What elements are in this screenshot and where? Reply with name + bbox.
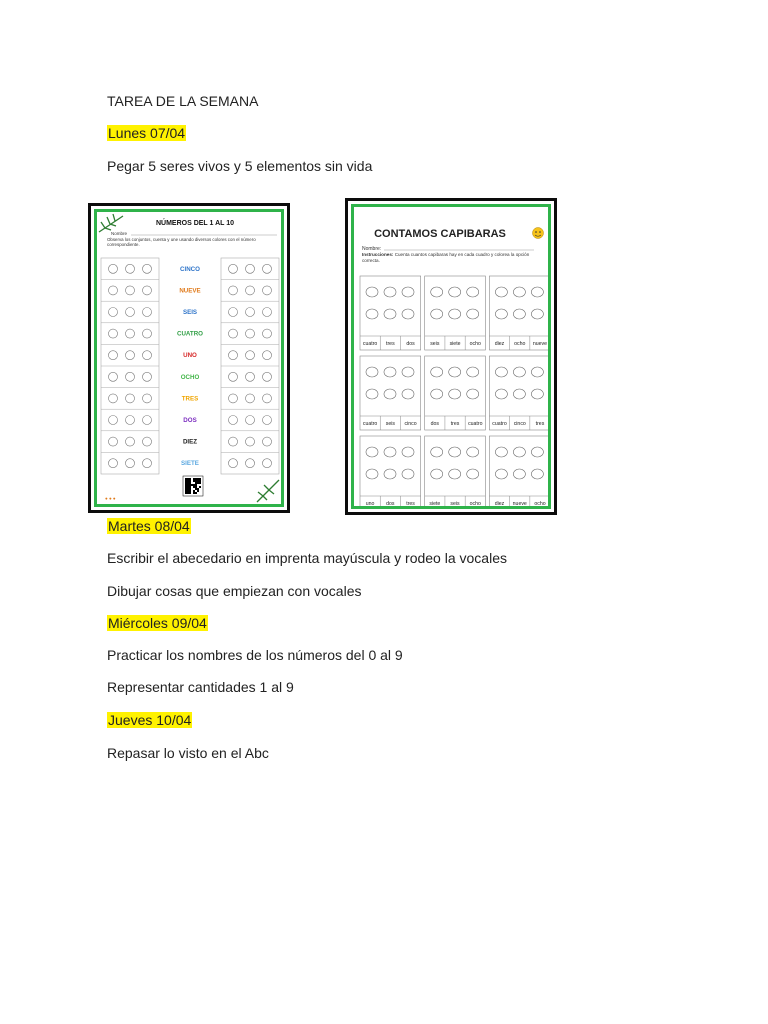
worksheet-capibaras-image (345, 198, 557, 515)
answer-option: cinco (513, 421, 526, 427)
object-sketch (109, 459, 118, 468)
object-sketch (263, 372, 272, 381)
task-item: Practicar los nombres de los números del 0 al 9 (107, 647, 403, 663)
day-label: Lunes 07/04 (108, 125, 186, 141)
object-sketch (143, 459, 152, 468)
object-sketch (126, 308, 135, 317)
answer-option: nueve (532, 341, 548, 347)
object-sketch (109, 329, 118, 338)
object-sketch (229, 459, 238, 468)
object-sketch (109, 264, 118, 273)
answer-option: siete (429, 501, 441, 506)
answer-option: tres (450, 421, 460, 427)
day-label: Miércoles 09/04 (108, 615, 207, 631)
object-sketch (126, 264, 135, 273)
answer-option: ocho (534, 501, 546, 506)
object-sketch (263, 264, 272, 273)
leaf-decoration (99, 214, 123, 232)
object-sketch (126, 372, 135, 381)
object-sketch (246, 416, 255, 425)
object-sketch (246, 459, 255, 468)
task-item: Pegar 5 seres vivos y 5 elementos sin vida (107, 158, 373, 174)
object-sketch (143, 437, 152, 446)
object-sketch (263, 308, 272, 317)
number-word: NUEVE (179, 287, 201, 295)
object-sketch (126, 459, 135, 468)
smile-icon (533, 228, 544, 239)
object-sketch (109, 416, 118, 425)
object-sketch (143, 308, 152, 317)
count-box (360, 436, 421, 506)
object-sketch (229, 329, 238, 338)
object-sketch (263, 416, 272, 425)
object-sketch (246, 372, 255, 381)
task-item: Representar cantidades 1 al 9 (107, 679, 294, 695)
object-sketch (263, 329, 272, 338)
object-sketch (229, 437, 238, 446)
object-sketch (143, 394, 152, 403)
object-sketch (126, 416, 135, 425)
object-sketch (229, 286, 238, 295)
answer-option: dos (386, 501, 395, 506)
count-box (425, 436, 486, 506)
day-heading-lunes (107, 124, 186, 142)
answer-option: seis (385, 421, 395, 427)
object-sketch (246, 351, 255, 360)
answer-option: ocho (514, 341, 526, 347)
worksheet-title: NÚMEROS DEL 1 AL 10 (155, 220, 235, 227)
answer-option: cuatro (468, 421, 483, 427)
object-sketch (246, 394, 255, 403)
object-sketch (143, 329, 152, 338)
task-item: Repasar lo visto en el Abc (107, 745, 269, 761)
object-sketch (126, 437, 135, 446)
instructions-body: Cuenta cuantos capibaras hay en cada cuadro y colorea la opción correcta. (362, 252, 530, 263)
worksheet-capibaras-drawing (354, 207, 548, 506)
object-sketch (143, 351, 152, 360)
object-sketch (229, 394, 238, 403)
object-sketch (143, 372, 152, 381)
answer-option: dos (430, 421, 440, 427)
task-item: Escribir el abecedario en imprenta mayúscula y rodeo la vocales (107, 550, 507, 566)
instructions-text (362, 252, 544, 264)
number-word: DIEZ (182, 438, 198, 446)
object-sketch (246, 437, 255, 446)
name-label: Nombre (111, 231, 128, 236)
worksheet-title: CONTAMOS CAPIBARAS (374, 228, 506, 240)
object-sketch (109, 372, 118, 381)
object-sketch (109, 351, 118, 360)
count-box (489, 436, 548, 506)
instructions-label: Instrucciones: (362, 252, 394, 257)
object-sketch (109, 286, 118, 295)
answer-option: ocho (469, 341, 481, 347)
object-sketch (229, 416, 238, 425)
answer-option: cuatro (362, 421, 378, 427)
name-label: Nombre: (362, 246, 382, 252)
object-sketch (126, 329, 135, 338)
day-label: Jueves 10/04 (108, 712, 192, 728)
object-sketch (229, 351, 238, 360)
answer-option: tres (386, 341, 395, 347)
object-sketch (246, 264, 255, 273)
object-sketch (126, 286, 135, 295)
object-sketch (109, 437, 118, 446)
leaf-decoration (257, 480, 279, 502)
answer-option: ocho (469, 501, 481, 506)
answer-option: uno (365, 501, 375, 506)
object-sketch (126, 351, 135, 360)
object-sketch (143, 416, 152, 425)
answer-option: nueve (512, 501, 527, 506)
answer-option: diez (494, 501, 505, 506)
object-sketch (246, 329, 255, 338)
number-word: CUATRO (176, 330, 204, 338)
answer-option: seis (430, 341, 440, 347)
answer-option: siete (449, 341, 461, 347)
answer-option: tres (535, 421, 545, 427)
worksheet-numeros-drawing (97, 212, 281, 504)
object-sketch (229, 308, 238, 317)
object-sketch (246, 286, 255, 295)
object-sketch (109, 394, 118, 403)
brand-logo: ● ● ● (105, 496, 116, 501)
day-heading-jueves (107, 711, 192, 729)
object-sketch (263, 351, 272, 360)
answer-option: seis (450, 501, 460, 506)
task-item: Dibujar cosas que empiezan con vocales (107, 583, 362, 599)
object-sketch (263, 286, 272, 295)
number-word: SEIS (182, 309, 198, 316)
object-sketch (246, 308, 255, 317)
number-word: OCHO (180, 373, 200, 381)
object-sketch (143, 264, 152, 273)
answer-option: tres (406, 501, 415, 506)
instructions-text: Observa los conjuntos, cuenta y une usando diversos colores con el número correspondiente. (107, 237, 256, 248)
number-word: TRES (181, 395, 199, 403)
worksheet-numeros-image (88, 203, 290, 513)
object-sketch (126, 394, 135, 403)
page-title: TAREA DE LA SEMANA (107, 93, 259, 109)
qr-code (183, 476, 203, 496)
object-sketch (263, 459, 272, 468)
object-sketch (229, 372, 238, 381)
day-heading-martes (107, 517, 191, 535)
number-word: CINCO (180, 265, 200, 273)
answer-option: cuatro (492, 421, 507, 427)
number-word: DOS (183, 417, 197, 424)
answer-option: cinco (404, 421, 417, 427)
object-sketch (263, 437, 272, 446)
answer-option: cuatro (362, 341, 378, 347)
object-sketch (109, 308, 118, 317)
number-word: UNO (183, 352, 197, 360)
object-sketch (263, 394, 272, 403)
object-sketch (229, 264, 238, 273)
answer-option: diez (494, 341, 505, 347)
day-heading-miercoles (107, 614, 208, 632)
answer-option: dos (406, 341, 415, 347)
object-sketch (143, 286, 152, 295)
day-label: Martes 08/04 (108, 518, 190, 534)
number-word: SIETE (181, 460, 199, 468)
